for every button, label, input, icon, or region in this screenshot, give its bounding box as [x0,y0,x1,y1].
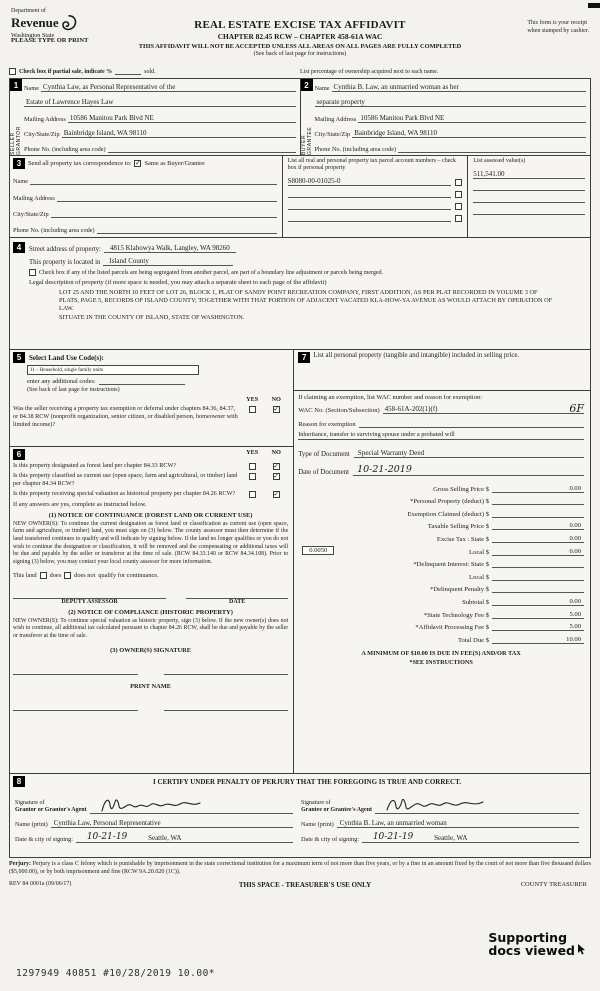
exemption-claim-label: If claiming an exemption, list WAC number and reason for exemption: [298,394,483,401]
parties-section [9,78,591,156]
land-use-label: Select Land Use Code(s): [29,353,104,362]
logo-swirl-icon [60,14,78,32]
fee-label-processing-fee: *Affidavit Processing Fee $ [415,624,489,632]
deputy-assessor-signature-line[interactable] [13,589,166,599]
corr-mailing-label: Mailing Address [13,194,55,202]
supporting-docs-line2: docs viewed [488,942,575,958]
grantee-date-city-label: Date & city of signing: [301,836,360,843]
fee-label-local: Local $ [469,548,489,556]
current-use-question: Is this property classified as current use (open space, farm and agricultural, or timber) land per chapter 84.34 RCW? [13,472,238,487]
deputy-assessor-label: DEPUTY ASSESSOR [61,598,118,605]
seller-phone-label: Phone No. (including area code) [24,146,106,153]
fee-value-total-due[interactable]: 10.00 [492,636,584,644]
grantee-signature-icon [383,795,493,817]
print-name-title: PRINT NAME [130,682,172,690]
corr-name-field[interactable] [30,184,277,185]
buyer-side-label: BUYER [300,134,307,155]
buyer-name-field-line2[interactable]: separate property [315,98,587,107]
street-address-label: Street address of property: [29,246,101,253]
grantee-name-print-label: Name (print) [301,821,334,828]
assessed-values-header: List assessed value(s) [473,158,526,164]
footer-row [9,881,591,889]
personal-property-checkbox-4[interactable] [455,215,462,222]
please-type-label: PLEASE TYPE OR PRINT [11,37,89,44]
seller-name-label: Name [24,85,40,92]
personal-property-blank-area[interactable] [298,363,584,387]
grantee-city-field[interactable]: Seattle, WA [424,834,579,843]
notice-continuance-title: (1) NOTICE OF CONTINUANCE (FOREST LAND OR CURRENT USE) [48,511,253,519]
grantor-signature-block [13,790,299,843]
section-2-number: 2 [301,79,313,91]
section-6-number: 6 [13,449,25,460]
receipt-note-line1: This form is your receipt [527,20,587,26]
buyer-phone-label: Phone No. (including area code) [314,146,397,153]
perjury-notice [9,861,591,877]
section-5-number: 5 [13,352,25,363]
fee-value-tech-fee[interactable]: 5.00 [492,611,584,619]
corr-mailing-field[interactable] [57,201,277,202]
minimum-due-note: A MINIMUM OF $10.00 IS DUE IN FEE(S) AND/OR TAX [361,649,521,657]
see-back-note-5: (See back of last page for instructions) [27,387,120,393]
grantor-name-print-label: Name (print) [15,821,48,828]
grantee-signature-block [299,790,585,843]
logo-revenue-label: Revenue [11,15,59,30]
fee-value-local[interactable]: 0.00 [492,548,584,556]
parcel-numbers-header: List all real and personal property tax parcel account numbers – check box if personal property [287,158,457,172]
seller-section [10,79,301,155]
logo-state-line: Washington State [11,32,55,39]
historical-property-question: Is this property receiving special valuation as historical property per chapter 84.26 RCW? [13,489,236,497]
assessed-value-field-3[interactable] [473,191,585,203]
seller-phone-field[interactable] [108,152,296,153]
section-8-number: 8 [13,776,25,787]
date-label: DATE [229,598,246,605]
cursor-icon [577,944,586,957]
grantee-side-label: GRANTEE [306,126,313,155]
percent-sold-field[interactable] [115,74,141,75]
wac-number-field[interactable] [383,404,584,414]
form-revision-number: REV 84 0001a (09/06/17) [9,880,72,887]
grantor-city-field[interactable]: Seattle, WA [138,834,293,843]
grantor-date-field[interactable]: 10-21-19 [76,832,138,843]
type-of-document-field[interactable]: Special Warranty Deed [354,449,584,458]
buyer-mailing-label: Mailing Address [314,115,357,123]
corr-phone-field[interactable] [97,233,277,234]
this-land-label: This land [13,571,37,579]
q5-yes-checkbox[interactable] [249,406,256,413]
yes-header-6: YES [246,449,259,456]
acceptance-warning: THIS AFFIDAVIT WILL NOT BE ACCEPTED UNLESS ALL AREAS ON ALL PAGES ARE FULLY COMPLETED [138,43,462,50]
does-label: does [49,571,62,579]
logo-dept-line: Department of [11,8,46,14]
buyer-phone-field[interactable] [398,152,586,153]
q5-no-checkbox[interactable]: ✓ [273,405,280,413]
buyer-name-label: Name [314,85,330,92]
property-location-section [9,238,591,350]
grantor-date-city-label: Date & city of signing: [15,836,74,843]
grantor-signature-field[interactable] [90,792,293,814]
deputy-date-line[interactable] [186,589,288,599]
grantee-signature-label [301,800,375,814]
fee-label-subtotal: Subtotal $ [462,598,489,606]
treasurer-space-label: THIS SPACE - TREASURER'S USE ONLY [238,880,372,889]
legal-description-situate: SITUATE IN THE COUNTY OF ISLAND, STATE OF WASHINGTON. [59,313,245,321]
see-back-note: (See back of last page for instructions) [253,51,347,57]
q6a-no-checkbox[interactable]: ✓ [273,462,280,470]
exemption-deferral-question: Was the seller receiving a property tax exemption or deferral under chapters 84.36, 84.37, or 84.38 RCW (nonprofit organization, senior citizen, or disabled person, homeowner with limited income)? [13,405,238,428]
chapter-line: CHAPTER 82.45 RCW – CHAPTER 458-61A WAC [217,32,383,41]
notice-compliance-title: (2) NOTICE OF COMPLIANCE (HISTORIC PROPERTY) [68,608,233,616]
fee-label-delinq-interest-local: Local $ [469,573,489,581]
section-1-number: 1 [10,79,22,91]
date-of-document-field[interactable]: 10-21-2019 [353,464,584,476]
forest-land-question: Is this property designated as forest land per chapter 84.33 RCW? [13,462,177,469]
seller-citystatezip-field[interactable]: Bainbridge Island, WA 98110 [62,129,296,138]
form-title: REAL ESTATE EXCISE TAX AFFIDAVIT [194,19,406,31]
mid-columns [9,350,591,774]
seller-name-field-line2[interactable]: Estate of Lawrence Hayes Law [24,98,296,107]
segregated-checkbox[interactable] [29,269,36,276]
seller-mailing-label: Mailing Address [24,115,66,123]
notice-continuance-text: NEW OWNER(S): To continue the current designation as forest land or classification as current use (open space, farm and agriculture, or timber) land, you must sign on (3) below. The county assessor must then determine if the land transferred continues to qualify and will indicate by signing below. If the land no longer qualifies or you do not wish to continue the designation or classification, it will be removed and the compensating or additional taxes will be due and payable by the seller or transferor at the time of sale. (RCW 84.33.140 or RCW 84.34.108). Prior to signing (3) below, you may contact your local county assessor for more information. [13,520,289,565]
additional-codes-label: enter any additional codes: [27,378,96,385]
see-instructions-note: *SEE INSTRUCTIONS [409,658,473,666]
fee-label-gross: Gross Selling Price $ [433,485,489,493]
perjury-text: Perjury is a class C felony which is punishable by imprisonment in the state correctional institution for a maximum term of not more than five years, or by a fine in an amount fixed by the court of not more than five thousand dollars ($5,000.00), or by both imprisonment and fine (RCW 9A.20.020 (1C)). [9,861,592,875]
grantor-side-label: GRANTOR [16,125,22,155]
seller-side-label: SELLER [10,132,16,155]
partial-sale-checkbox[interactable] [9,68,16,75]
qualify-label: qualify for continuance. [98,571,159,579]
seller-citystatezip-label: City/State/Zip [24,130,60,138]
assessed-value-field-4[interactable] [473,203,585,215]
owner-signature-line-1[interactable] [13,665,138,675]
additional-codes-field[interactable] [99,384,185,385]
fee-value-subtotal[interactable]: 0.00 [492,598,584,606]
personal-property-checkbox-2[interactable] [455,191,462,198]
buyer-name-field[interactable]: Cynthia B. Law, an unmarried woman as her [332,83,586,92]
corr-citystatezip-label: City/State/Zip [13,210,49,218]
type-of-document-label: Type of Document [298,451,350,458]
seller-name-field[interactable]: Cynthia Law, as Personal Representative of the [41,83,295,92]
local-rate-box: 0.0050 [302,546,334,555]
buyer-citystatezip-label: City/State/Zip [314,130,351,138]
grantor-signature-label [15,800,90,814]
q6a-yes-checkbox[interactable] [249,463,256,470]
print-name-line-1[interactable] [13,701,138,711]
divider [294,390,590,391]
fee-label-tech-fee: *State Technology Fee $ [423,611,489,619]
fee-label-delinq-interest-state: *Delinquent Interest: State $ [413,561,489,569]
tax-correspondence-section [9,156,591,238]
fee-label-taxable: Taxable Selling Price $ [427,523,489,531]
fee-label-excise-state: Excise Tax : State $ [436,535,489,543]
q6c-yes-checkbox[interactable] [249,491,256,498]
receipt-note-line2: when stamped by cashier. [527,27,589,34]
q6c-no-checkbox[interactable]: ✓ [273,489,280,498]
section-7-number: 7 [298,352,310,363]
q6b-yes-checkbox[interactable] [249,473,256,480]
wac-number-label: WAC No. (Section/Subsection) [298,407,380,414]
parcel-number-field-4[interactable] [288,221,452,222]
personal-property-section [294,350,590,773]
q6b-no-checkbox[interactable]: ✓ [273,472,280,480]
any-yes-note: If any answers are yes, complete as instructed below. [13,500,147,508]
certify-statement: I CERTIFY UNDER PENALTY OF PERJURY THAT THE FOREGOING IS TRUE AND CORRECT. [152,777,461,786]
wac-handwritten-note: 6F [569,402,584,415]
corr-citystatezip-field[interactable] [51,217,277,218]
assessed-value-field-1[interactable]: 511,541.00 [473,167,585,179]
fee-table [298,480,584,644]
grantee-name-print-field[interactable]: Cynthia B. Law, an unmarried woman [337,819,579,828]
notice-compliance-text: NEW OWNER(S): To continue special valuation as historic property, sign (3) below. If the new owner(s) does not wish to continue, all additional tax calculated pursuant to chapter 84.26 RCW, shall be due and payable by the seller or transferor at the time of sale. [13,617,289,639]
owner-signature-line-2[interactable] [164,665,289,675]
does-not-label: does not [74,571,96,579]
partial-sale-label: Check box if partial sale, indicate % [19,69,113,75]
section-3-number: 3 [13,158,25,169]
print-name-line-2[interactable] [164,701,289,711]
grantor-signature-icon [98,795,208,817]
same-as-buyer-label: Same as Buyer/Grantee [144,160,205,167]
ownership-percentage-note: List percentage of ownership acquired next to each name. [300,69,439,75]
grantor-sig-label-line1: Signature of [15,799,45,806]
seller-mailing-field[interactable]: 10586 Manitou Park Blvd NE [68,114,296,123]
perjury-label: Perjury: [9,861,31,867]
wac-number-value: 458-61A-202(1)(f) [384,405,438,413]
owners-signature-title: (3) OWNER(S) SIGNATURE [110,646,192,654]
corr-phone-label: Phone No. (including area code) [13,227,95,234]
grantee-signature-field[interactable] [375,792,579,814]
reason-exemption-field[interactable] [359,418,584,428]
fee-label-total-due: Total Due $ [457,636,489,644]
does-checkbox[interactable] [40,572,47,579]
personal-property-label: List all personal property (tangible and intangible) included in selling price. [313,352,520,359]
land-use-code-field[interactable]: 11 - Household, single family units [27,365,199,375]
land-use-section [10,350,293,447]
fee-value-excise-state[interactable]: 0.00 [492,535,584,543]
reason-exemption-label: Reason for exemption [298,421,356,428]
no-header-6: NO [271,449,281,456]
section-4-number: 4 [13,242,25,253]
buyer-mailing-field[interactable]: 10586 Manitou Park Blvd NE [358,114,586,123]
buyer-section [301,79,591,155]
parcel-number-field-1[interactable]: S8080-00-01025-0 [288,177,452,186]
legal-description-text: LOT 25 AND THE NORTH 10 FEET OF LOT 26, BLOCK 1, PLAT OF SANDY POINT RECREATION COMPANY, FIRST ADDITION, AS PER PLAT RECORDED IN VOLUME 3 OF PLATS, PAGE 5, RECORDS OF ISLAND COUNTY; TOGETHER WITH THAT PORTION OF ADJACENT VACATED KLA-HOW-YA AVENUE AS WOULD ATTACH BY OPERATION OF LAW. [59,289,553,312]
cashier-receipt-stamp: 1297949 40851 #10/28/2019 10.00* [16,968,216,979]
street-address-field[interactable]: 4815 Klahowya Walk, Langley, WA 98260 [104,244,236,253]
county-treasurer-label: COUNTY TREASURER [520,880,587,888]
grantee-sig-label-line2: Grantee or Grantee's Agent [301,806,373,813]
corr-name-label: Name [13,178,29,186]
no-header-5: NO [271,396,281,403]
reason-exemption-value[interactable]: Inheritance, transfer to surviving spouse under a probated will [298,431,584,440]
does-not-checkbox[interactable] [64,572,71,579]
dor-logo [11,8,78,39]
certification-section [9,774,591,858]
segregated-label: Check box if any of the listed parcels are being segregated from another parcel, are part of a boundary line adjustment or parcels being merged. [39,269,384,276]
sold-label: sold. [144,69,156,75]
fee-value-gross[interactable]: 0.00 [492,485,584,493]
grantor-sig-label-line2: Grantor or Grantor's Agent [15,806,87,813]
land-designation-section [10,447,293,773]
county-field[interactable]: Island County [103,257,233,266]
fee-label-delinq-penalty: *Delinquent Penalty $ [430,586,489,594]
fee-value-taxable[interactable]: 0.00 [492,522,584,530]
same-as-buyer-checkbox[interactable]: ✓ [135,159,141,167]
send-correspondence-label: Send all property tax correspondence to: [28,160,132,167]
assessed-value-field-2[interactable] [473,179,585,191]
supporting-docs-line1: Supporting [488,929,568,945]
grantor-name-print-field[interactable]: Cynthia Law, Personal Representative [51,819,293,828]
date-of-document-label: Date of Document [298,469,350,476]
personal-property-checkbox-1[interactable] [455,179,462,186]
yes-header-5: YES [246,396,259,403]
grantee-date-field[interactable]: 10-21-19 [362,832,424,843]
receipt-note [527,20,589,35]
buyer-citystatezip-field[interactable]: Bainbridge Island, WA 98110 [352,129,586,138]
partial-sale-row [9,68,591,75]
fee-label-personal: *Personal Property (deduct) $ [410,498,489,506]
form-header [9,6,591,66]
supporting-docs-stamp [488,931,586,957]
grantee-sig-label-line1: Signature of [301,799,331,806]
legal-description-label: Legal description of property (if more space is needed, you may attach a separate sheet to each page of the affidavit) [29,279,327,286]
fee-value-processing-fee[interactable]: 5.00 [492,623,584,631]
located-in-label: This property is located in [29,259,101,266]
personal-property-checkbox-3[interactable] [455,203,462,210]
fee-label-exemption: Exemption Claimed (deduct) $ [407,510,489,518]
